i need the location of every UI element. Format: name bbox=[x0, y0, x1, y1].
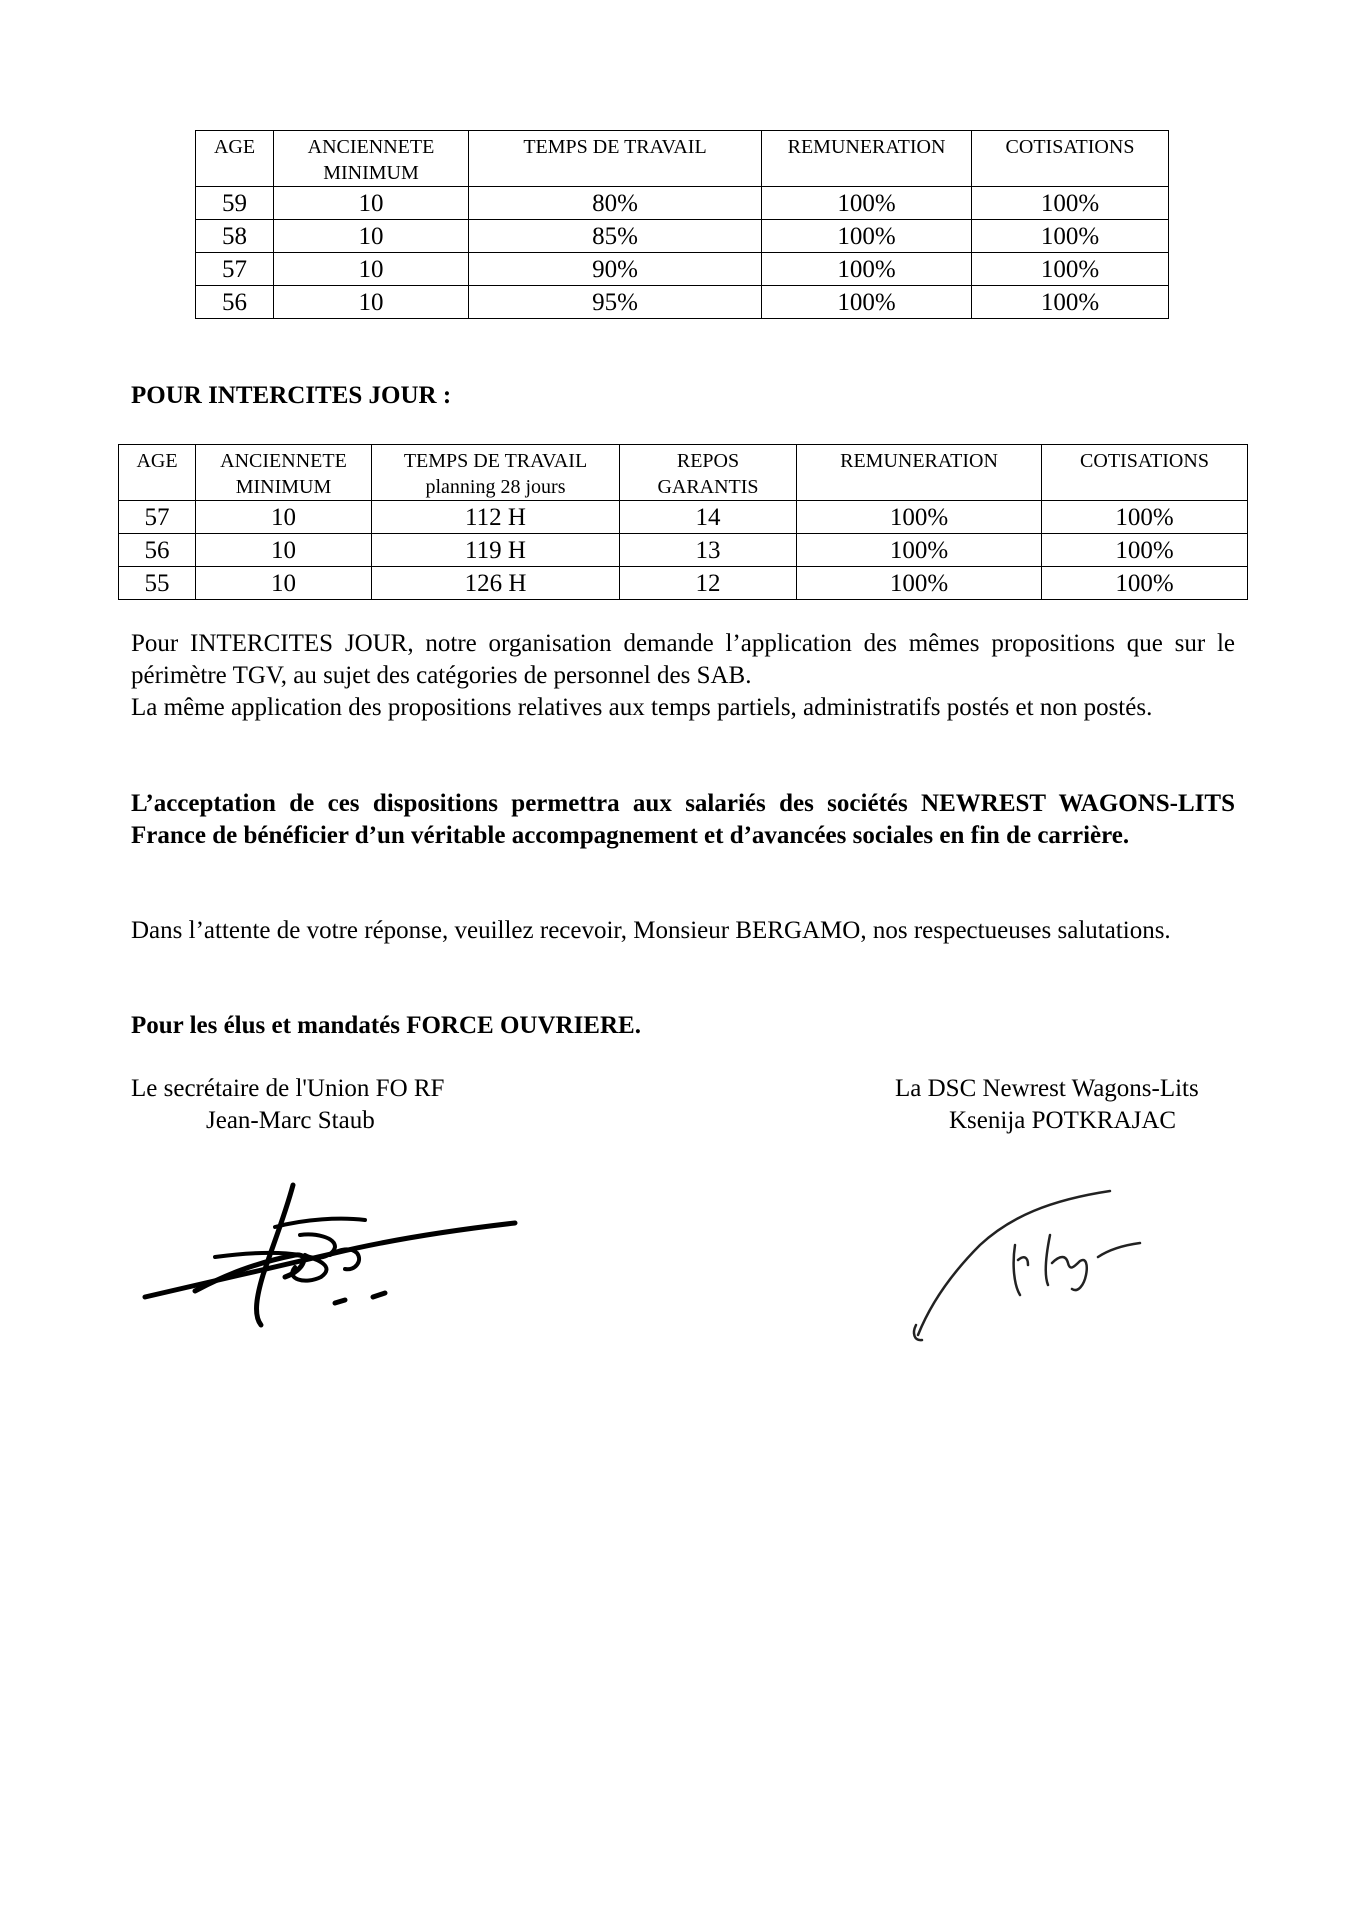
section-heading: POUR INTERCITES JOUR : bbox=[131, 382, 452, 409]
table-cell: 10 bbox=[274, 286, 469, 319]
table-cell: 100% bbox=[762, 286, 972, 319]
table-cell: 90% bbox=[469, 253, 762, 286]
column-header: ANCIENNETE MINIMUM bbox=[274, 131, 469, 187]
paragraph-text: La même application des propositions relatives aux temps partiels, administratifs postés et non postés. bbox=[131, 694, 1153, 721]
table-cell: 100% bbox=[1042, 534, 1248, 567]
signatory-right-name: Ksenija POTKRAJAC bbox=[949, 1107, 1177, 1134]
column-header: REMUNERATION bbox=[797, 445, 1042, 501]
table-cell: 10 bbox=[274, 253, 469, 286]
table-cell: 55 bbox=[119, 567, 196, 600]
table-cell: 14 bbox=[620, 501, 797, 534]
column-header: TEMPS DE TRAVAIL planning 28 jours bbox=[372, 445, 620, 501]
column-header: TEMPS DE TRAVAIL bbox=[469, 131, 762, 187]
table-cell: 10 bbox=[274, 187, 469, 220]
table-cell: 10 bbox=[196, 534, 372, 567]
table-row bbox=[119, 567, 1248, 600]
table-cell: 59 bbox=[196, 187, 274, 220]
table-cell: 112 H bbox=[372, 501, 620, 534]
column-header: ANCIENNETE MINIMUM bbox=[196, 445, 372, 501]
table-row bbox=[119, 534, 1248, 567]
table-cell: 100% bbox=[972, 220, 1169, 253]
table-intercites-jour bbox=[118, 444, 1248, 600]
table-cell: 13 bbox=[620, 534, 797, 567]
column-header: COTISATIONS bbox=[972, 131, 1169, 187]
table-cell: 100% bbox=[762, 253, 972, 286]
table-row bbox=[196, 220, 1169, 253]
signatory-left-title: Le secrétaire de l'Union FO RF bbox=[131, 1075, 445, 1102]
table-cell: 85% bbox=[469, 220, 762, 253]
table-cell: 56 bbox=[196, 286, 274, 319]
table-cell: 100% bbox=[1042, 501, 1248, 534]
column-header: AGE bbox=[196, 131, 274, 187]
table-header-row bbox=[119, 445, 1248, 501]
table-cell: 100% bbox=[972, 253, 1169, 286]
table-cell: 100% bbox=[797, 534, 1042, 567]
table-cell: 100% bbox=[972, 187, 1169, 220]
table-cell: 10 bbox=[274, 220, 469, 253]
table-cell: 100% bbox=[1042, 567, 1248, 600]
signature-left bbox=[135, 1175, 525, 1335]
table-cell: 100% bbox=[762, 220, 972, 253]
table-cell: 100% bbox=[972, 286, 1169, 319]
table-cell: 80% bbox=[469, 187, 762, 220]
table-row bbox=[196, 187, 1169, 220]
column-header: REPOS GARANTIS bbox=[620, 445, 797, 501]
table-cell: 10 bbox=[196, 501, 372, 534]
table-cell: 119 H bbox=[372, 534, 620, 567]
signatory-right-title: La DSC Newrest Wagons-Lits bbox=[895, 1075, 1199, 1102]
column-header: COTISATIONS bbox=[1042, 445, 1248, 501]
paragraph-sign-off: Pour les élus et mandatés FORCE OUVRIERE. bbox=[131, 1012, 641, 1039]
table-cell: 95% bbox=[469, 286, 762, 319]
table-cell: 57 bbox=[119, 501, 196, 534]
column-header: AGE bbox=[119, 445, 196, 501]
paragraph-acceptation: L’acceptation de ces dispositions permettra aux salariés des sociétés NEWREST WAGONS-LITS France de bénéficier d’un véritable accompagnement et d’avancées sociales en fin de carrière. bbox=[131, 790, 1235, 849]
table-temps-de-travail bbox=[195, 130, 1169, 319]
table-cell: 100% bbox=[762, 187, 972, 220]
signatory-left-name: Jean-Marc Staub bbox=[206, 1107, 375, 1134]
table-header-row bbox=[196, 131, 1169, 187]
table-row bbox=[196, 286, 1169, 319]
table-cell: 56 bbox=[119, 534, 196, 567]
table-row bbox=[196, 253, 1169, 286]
paragraph-closing: Dans l’attente de votre réponse, veuillez recevoir, Monsieur BERGAMO, nos respectueuses salutations. bbox=[131, 917, 1171, 944]
table-cell: 12 bbox=[620, 567, 797, 600]
paragraph-intercites bbox=[131, 628, 1235, 724]
table-cell: 126 H bbox=[372, 567, 620, 600]
column-header: REMUNERATION bbox=[762, 131, 972, 187]
table-row bbox=[119, 501, 1248, 534]
table-cell: 10 bbox=[196, 567, 372, 600]
table-cell: 100% bbox=[797, 567, 1042, 600]
paragraph-text: Pour INTERCITES JOUR, notre organisation demande l’application des mêmes propositions que sur le périmètre TGV, au sujet des catégories de personnel des SAB. bbox=[131, 630, 1235, 689]
signature-right bbox=[910, 1185, 1170, 1345]
table-cell: 57 bbox=[196, 253, 274, 286]
table-cell: 100% bbox=[797, 501, 1042, 534]
table-cell: 58 bbox=[196, 220, 274, 253]
